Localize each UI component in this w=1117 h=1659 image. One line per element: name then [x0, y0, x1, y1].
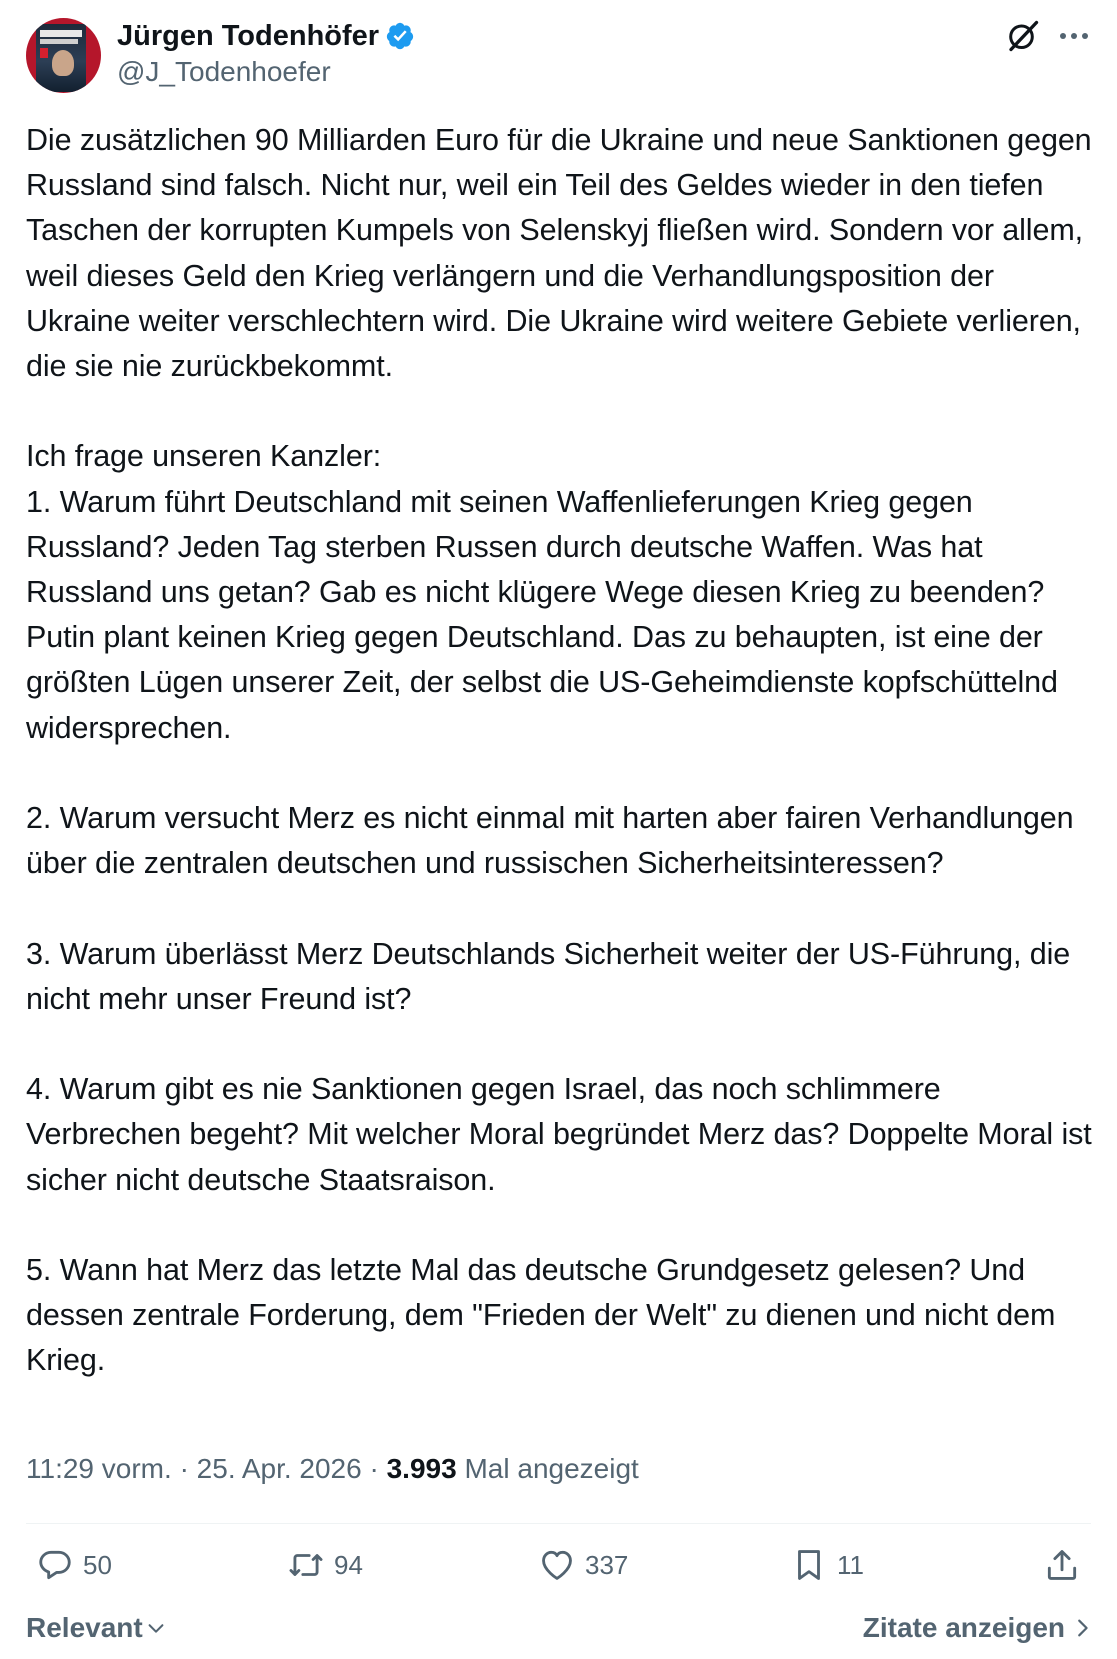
author-handle[interactable]: @J_Todenhoefer [117, 56, 331, 87]
more-icon[interactable] [1057, 24, 1091, 48]
meta-separator: · [369, 1453, 379, 1484]
retweet-button[interactable] [287, 1543, 363, 1587]
book-cover-avatar-icon [36, 24, 86, 92]
bookmark-count: 11 [837, 1549, 864, 1580]
view-quotes-link[interactable] [863, 1612, 1093, 1644]
tweet-meta [26, 1453, 639, 1485]
share-button[interactable] [1043, 1543, 1081, 1587]
bookmark-button[interactable] [790, 1543, 864, 1587]
avatar[interactable] [26, 18, 101, 93]
sort-label: Relevant [26, 1612, 143, 1643]
author-name-row [117, 16, 415, 56]
like-button[interactable] [538, 1543, 628, 1587]
views-count: 3.993 [386, 1453, 457, 1484]
share-icon [1043, 1546, 1081, 1584]
tweet-date[interactable]: 25. Apr. 2026 [196, 1453, 362, 1484]
tweet-time[interactable]: 11:29 vorm. [26, 1453, 172, 1484]
quotes-label: Zitate anzeigen [862, 1612, 1065, 1643]
reply-button[interactable] [36, 1543, 112, 1587]
views-label: Mal angezeigt [464, 1453, 639, 1484]
verified-badge-icon[interactable] [385, 21, 415, 51]
retweet-icon [287, 1546, 325, 1584]
sort-dropdown[interactable] [26, 1612, 167, 1644]
chevron-right-icon [1071, 1617, 1093, 1639]
action-bar [0, 1543, 1117, 1587]
heart-icon [538, 1546, 576, 1584]
bookmark-icon [790, 1546, 828, 1584]
divider [26, 1523, 1091, 1524]
tweet-text: Die zusätzlichen 90 Milliarden Euro für die Ukraine und neue Sanktionen gegen Russland sind falsch. Nicht nur, weil ein Teil des Geldes wieder in den tiefen Taschen der korrupten Kumpels von Selenskyj fließen wird. Sondern vor allem, weil dieses Geld den Krieg verlängern und die Verhandlungsposition der Ukraine weiter verschlechtern wird. Die Ukraine wird weitere Gebiete verlieren, die sie nie zurückbekommt. Ich frage unseren Kanzler: 1. Warum führt Deutschland mit seinen Waffenlieferungen Krieg gegen Russland? Jeden Tag sterben Russen durch deutsche Waffen. Was hat Russland uns getan? Gab es nicht klügere Wege diesen Krieg zu beenden? Putin plant keinen Krieg gegen Deutschland. Das zu behaupten, ist eine der größten Lügen unserer Zeit, der selbst die US-Geheimdienste kopfschüttelnd widersprechen. 2. Warum versucht Merz es nicht einmal mit harten aber fairen Verhandlungen über die zentralen deutschen und russischen Sicherheitsinteressen? 3. Warum überlässt Merz Deutschlands Sicherheit weiter der US-Führung, die nicht mehr unser Freund ist? 4. Warum gibt es nie Sanktionen gegen Israel, das noch schlimmere Verbrechen begeht? Mit welcher Moral begründet Merz das? Doppelte Moral ist sicher nicht deutsche Staatsraison. 5. Wann hat Merz das letzte Mal das deutsche Grundgesetz gelesen? Und dessen zentrale Forderung, dem "Frieden der Welt" zu dienen und nicht dem Krieg. [26, 123, 1092, 1378]
grok-icon[interactable] [1005, 18, 1041, 54]
like-count: 337 [585, 1549, 629, 1580]
retweet-count: 94 [334, 1549, 363, 1580]
author-display-name[interactable]: Jürgen Todenhöfer [117, 19, 380, 52]
reply-icon [36, 1546, 74, 1584]
chevron-down-icon [145, 1617, 167, 1639]
meta-separator: · [179, 1453, 189, 1484]
reply-count: 50 [83, 1549, 112, 1580]
